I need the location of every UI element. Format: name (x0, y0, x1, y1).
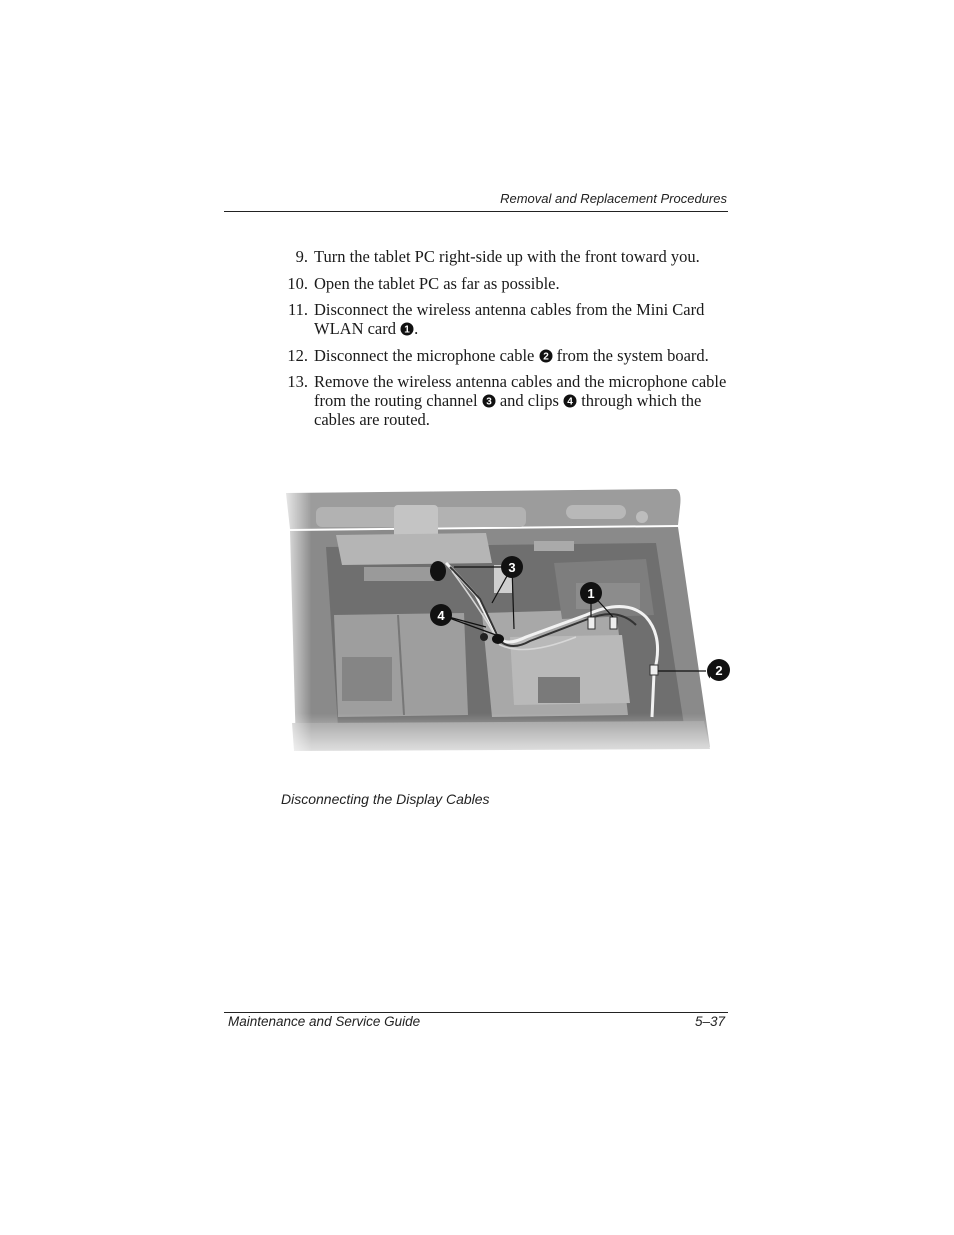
page-number: 5–37 (694, 1014, 725, 1029)
header-rule (224, 211, 728, 212)
svg-text:1: 1 (404, 324, 410, 336)
step-number: 13. (287, 372, 308, 391)
figure-caption: Disconnecting the Display Cables (281, 791, 490, 807)
step-number: 10. (287, 273, 308, 293)
step-text: Disconnect the microphone cable 2 from the system board. (314, 345, 709, 365)
callout-4-icon (563, 391, 577, 410)
procedure-steps (280, 247, 740, 437)
step-text: Remove the wireless antenna cables and the microphone cable from the routing channel 3 and clips 4 through which the cables are routed. (314, 372, 727, 429)
step-number: 9. (295, 247, 308, 266)
step-text: Open the tablet PC as far as possible. (314, 273, 560, 293)
step-text: Turn the tablet PC right-side up with the front toward you. (314, 247, 700, 266)
step-12 (280, 346, 740, 365)
svg-text:2: 2 (542, 351, 549, 363)
svg-text:2: 2 (715, 663, 723, 678)
step-number: 11. (287, 300, 308, 319)
svg-text:4: 4 (567, 396, 573, 408)
footer-rule (224, 1012, 728, 1013)
callout-2-figure-marker (708, 659, 730, 681)
callout-3-icon (482, 391, 496, 410)
step-9 (280, 247, 740, 266)
footer-guide-title: Maintenance and Service Guide (228, 1014, 421, 1029)
running-header: Removal and Replacement Procedures (500, 191, 727, 206)
callout-2-icon (539, 346, 553, 365)
svg-text:3: 3 (485, 396, 492, 408)
step-13 (280, 372, 740, 429)
step-10 (280, 274, 740, 293)
step-number: 12. (287, 345, 308, 365)
step-11 (280, 300, 740, 338)
disconnecting-display-cables-illustration (286, 487, 710, 763)
step-text: Disconnect the wireless antenna cables from the Mini Card WLAN card 1 . (314, 300, 705, 338)
callout-1-icon (400, 319, 414, 338)
